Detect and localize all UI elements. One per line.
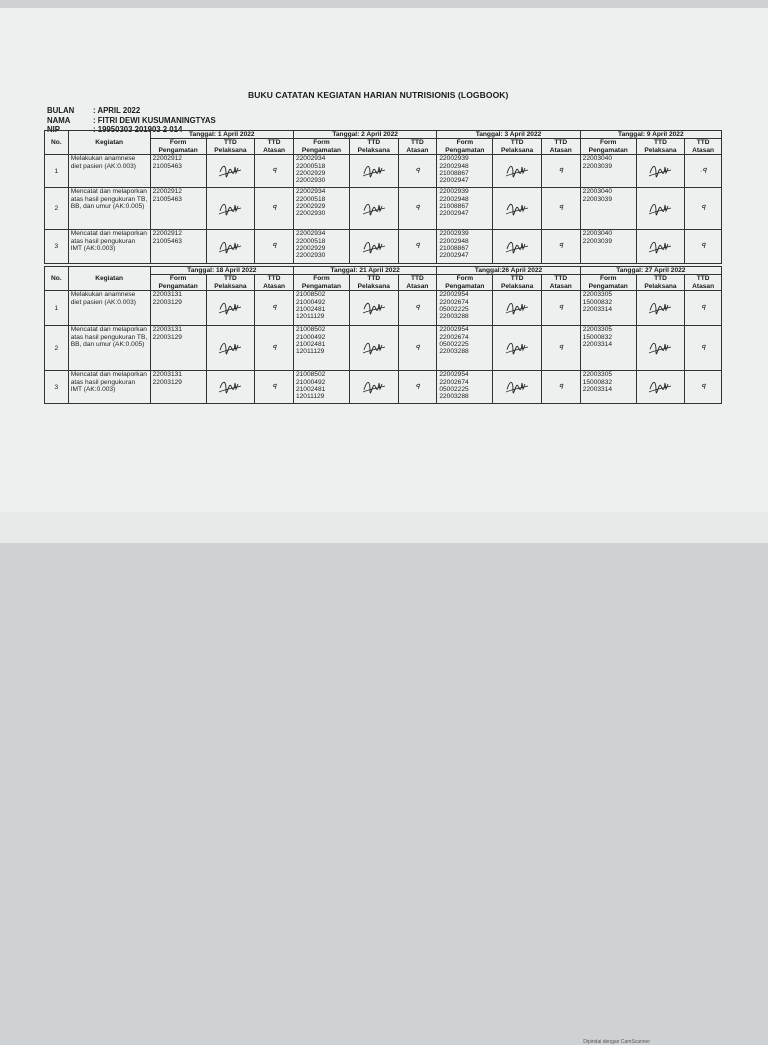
signature-atasan-cell: ꟼ bbox=[398, 188, 437, 230]
form-code: 21005463 bbox=[152, 162, 182, 170]
signature-mark bbox=[647, 377, 673, 395]
form-code: 21008867 bbox=[439, 170, 469, 178]
form-code: 22003314 bbox=[582, 341, 613, 349]
signature-atasan-cell: ꟼ bbox=[541, 155, 580, 188]
col-header-ttd-pelaksana: TTD Pelaksana bbox=[350, 139, 399, 155]
table-row bbox=[45, 155, 722, 188]
form-codes-cell bbox=[437, 326, 493, 371]
signature-pelaksana-cell bbox=[636, 188, 685, 230]
form-code: 22000518 bbox=[295, 237, 326, 245]
col-header-ttd-pelaksana: TTD Pelaksana bbox=[350, 275, 399, 291]
signature-mark bbox=[647, 199, 673, 217]
signature-mark bbox=[504, 298, 530, 316]
table-row bbox=[45, 326, 722, 371]
col-header-ttd-pelaksana: TTD Pelaksana bbox=[636, 139, 685, 155]
signature-pelaksana-cell bbox=[636, 155, 685, 188]
info-row-bulan bbox=[47, 106, 216, 116]
form-codes-cell bbox=[580, 155, 636, 188]
form-codes-cell bbox=[293, 230, 349, 264]
form-code: 21002481 bbox=[295, 386, 326, 394]
signature-mark bbox=[504, 237, 530, 255]
activity-cell: Melakukan anamnese diet pasien (AK:0.003) bbox=[68, 291, 150, 326]
signature-mark bbox=[647, 237, 673, 255]
form-code: 22002939 bbox=[439, 188, 469, 196]
col-header-ttd-atasan: TTD Atasan bbox=[255, 275, 294, 291]
form-code: 21000492 bbox=[295, 333, 326, 341]
signature-mark bbox=[361, 377, 387, 395]
signature-atasan-cell: ꟼ bbox=[685, 188, 722, 230]
form-code: 22002947 bbox=[439, 210, 469, 218]
form-code: 22002954 bbox=[439, 326, 469, 334]
form-code: 21008502 bbox=[295, 326, 326, 334]
col-header-ttd-pelaksana: TTD Pelaksana bbox=[206, 139, 255, 155]
signature-mark bbox=[217, 377, 243, 395]
form-codes-cell bbox=[437, 155, 493, 188]
signature-atasan-cell: ꟼ bbox=[255, 326, 294, 371]
signature-pelaksana-cell bbox=[493, 188, 542, 230]
form-code: 22003288 bbox=[439, 348, 469, 356]
form-code: 22002929 bbox=[295, 203, 326, 211]
col-header-kegiatan: Kegiatan bbox=[68, 267, 150, 291]
signature-mark bbox=[361, 199, 387, 217]
form-code: 05002225 bbox=[439, 306, 469, 314]
form-code: 22003305 bbox=[582, 371, 613, 379]
scanner-watermark: Dipindai dengan CamScanner bbox=[583, 1039, 650, 1045]
signature-atasan-cell: ꟼ bbox=[255, 155, 294, 188]
signature-pelaksana-cell bbox=[493, 326, 542, 371]
form-code: 21005463 bbox=[152, 195, 182, 203]
form-codes-cell bbox=[150, 291, 206, 326]
date-header: Tanggal: 27 April 2022 bbox=[580, 267, 721, 275]
col-header-ttd-atasan: TTD Atasan bbox=[398, 275, 437, 291]
signature-atasan-cell: ꟼ bbox=[685, 291, 722, 326]
form-codes-cell bbox=[437, 230, 493, 264]
signature-mark bbox=[217, 298, 243, 316]
signature-pelaksana-cell bbox=[493, 371, 542, 404]
table-row bbox=[45, 188, 722, 230]
form-codes-cell bbox=[580, 291, 636, 326]
form-code: 22002674 bbox=[439, 333, 469, 341]
form-code: 21002481 bbox=[295, 341, 326, 349]
signature-atasan-cell: ꟼ bbox=[541, 371, 580, 404]
form-code: 21008502 bbox=[295, 371, 326, 379]
form-code: 22002912 bbox=[152, 188, 182, 196]
form-code: 15000832 bbox=[582, 298, 613, 306]
col-header-no: No. bbox=[45, 131, 69, 155]
info-value: : APRIL 2022 bbox=[93, 106, 141, 115]
form-code: 22003131 bbox=[152, 291, 182, 299]
form-codes-cell bbox=[293, 326, 349, 371]
signature-pelaksana-cell bbox=[636, 326, 685, 371]
signature-mark bbox=[647, 338, 673, 356]
form-code: 22002934 bbox=[295, 188, 326, 196]
col-header-form: Form Pengamatan bbox=[580, 275, 636, 291]
signature-atasan-cell: ꟼ bbox=[255, 371, 294, 404]
signature-mark bbox=[361, 161, 387, 179]
form-codes-cell bbox=[437, 291, 493, 326]
form-codes-cell bbox=[437, 188, 493, 230]
form-code: 22003288 bbox=[439, 393, 469, 401]
col-header-ttd-atasan: TTD Atasan bbox=[685, 139, 722, 155]
signature-pelaksana-cell bbox=[206, 188, 255, 230]
signature-mark bbox=[647, 161, 673, 179]
table-row bbox=[45, 291, 722, 326]
signature-mark bbox=[361, 298, 387, 316]
page-title: BUKU CATATAN KEGIATAN HARIAN NUTRISIONIS (LOGBOOK) bbox=[248, 90, 509, 100]
form-code: 22002947 bbox=[439, 252, 469, 260]
signature-pelaksana-cell bbox=[493, 230, 542, 264]
form-code: 12011129 bbox=[295, 348, 325, 356]
form-code: 21008867 bbox=[439, 245, 469, 253]
col-header-form: Form Pengamatan bbox=[150, 139, 206, 155]
form-code: 22003131 bbox=[152, 326, 182, 334]
signature-mark bbox=[647, 298, 673, 316]
info-value: : 19950303 201903 2 014 bbox=[93, 125, 183, 134]
signature-atasan-cell: ꟼ bbox=[541, 326, 580, 371]
signature-mark bbox=[217, 161, 243, 179]
scanned-page bbox=[0, 8, 768, 512]
col-header-ttd-atasan: TTD Atasan bbox=[541, 139, 580, 155]
logbook-table-2 bbox=[44, 266, 722, 404]
signature-atasan-cell: ꟼ bbox=[255, 188, 294, 230]
date-header: Tanggal: 3 April 2022 bbox=[437, 131, 580, 139]
info-label: NAMA bbox=[47, 115, 71, 125]
signature-atasan-cell: ꟼ bbox=[685, 326, 722, 371]
form-code: 22002674 bbox=[439, 378, 469, 386]
form-code: 22002948 bbox=[439, 195, 469, 203]
form-code: 22003039 bbox=[582, 195, 612, 203]
form-code: 22002929 bbox=[295, 245, 326, 253]
signature-pelaksana-cell bbox=[493, 291, 542, 326]
table-row bbox=[45, 371, 722, 404]
form-codes-cell bbox=[150, 188, 206, 230]
activity-cell: Mencatat dan melaporkan atas hasil pengukuran TB, BB, dan umur (AK:0.005) bbox=[68, 326, 150, 371]
date-header: Tanggal: 2 April 2022 bbox=[293, 131, 436, 139]
col-header-ttd-atasan: TTD Atasan bbox=[398, 139, 437, 155]
activity-cell: Mencatat dan melaporkan atas hasil pengukuran IMT (AK:0.003) bbox=[68, 230, 150, 264]
signature-mark bbox=[217, 237, 243, 255]
form-code: 21008867 bbox=[439, 203, 469, 211]
col-header-form: Form Pengamatan bbox=[150, 275, 206, 291]
info-value: : FITRI DEWI KUSUMANINGTYAS bbox=[93, 115, 216, 125]
header-row-dates bbox=[45, 267, 722, 275]
signature-pelaksana-cell bbox=[636, 371, 685, 404]
form-codes-cell bbox=[580, 371, 636, 404]
signature-pelaksana-cell bbox=[350, 291, 399, 326]
signature-pelaksana-cell bbox=[350, 230, 399, 264]
col-header-form: Form Pengamatan bbox=[437, 139, 493, 155]
date-header: Tanggal: 1 April 2022 bbox=[150, 131, 293, 139]
signature-pelaksana-cell bbox=[636, 230, 685, 264]
form-code: 22003129 bbox=[152, 378, 182, 386]
signature-atasan-cell: ꟼ bbox=[541, 230, 580, 264]
signature-atasan-cell: ꟼ bbox=[541, 291, 580, 326]
form-code: 05002225 bbox=[439, 386, 469, 394]
signature-pelaksana-cell bbox=[206, 230, 255, 264]
signature-pelaksana-cell bbox=[206, 326, 255, 371]
form-codes-cell bbox=[437, 371, 493, 404]
signature-atasan-cell: ꟼ bbox=[398, 371, 437, 404]
col-header-form: Form Pengamatan bbox=[293, 139, 349, 155]
form-code: 21002481 bbox=[295, 306, 326, 314]
signature-mark bbox=[504, 338, 530, 356]
signature-mark bbox=[361, 338, 387, 356]
row-number: 2 bbox=[45, 188, 69, 230]
form-code: 21000492 bbox=[295, 378, 326, 386]
form-code: 22003040 bbox=[582, 188, 612, 196]
signature-atasan-cell: ꟼ bbox=[255, 230, 294, 264]
form-codes-cell bbox=[293, 188, 349, 230]
signature-atasan-cell: ꟼ bbox=[398, 230, 437, 264]
form-code: 22003305 bbox=[582, 291, 613, 299]
logbook-table-1 bbox=[44, 130, 722, 264]
form-code: 22003129 bbox=[152, 298, 182, 306]
col-header-ttd-pelaksana: TTD Pelaksana bbox=[493, 275, 542, 291]
form-code: 22002930 bbox=[295, 252, 326, 260]
form-code: 22003039 bbox=[582, 237, 612, 245]
col-header-form: Form Pengamatan bbox=[293, 275, 349, 291]
signature-atasan-cell: ꟼ bbox=[398, 291, 437, 326]
col-header-form: Form Pengamatan bbox=[580, 139, 636, 155]
form-code: 22002954 bbox=[439, 371, 469, 379]
form-code: 15000832 bbox=[582, 333, 613, 341]
signature-atasan-cell: ꟼ bbox=[685, 230, 722, 264]
col-header-ttd-atasan: TTD Atasan bbox=[685, 275, 722, 291]
form-code: 22002934 bbox=[295, 155, 326, 163]
date-header: Tanggal: 9 April 2022 bbox=[580, 131, 721, 139]
signature-pelaksana-cell bbox=[206, 291, 255, 326]
table-row bbox=[45, 230, 722, 264]
form-code: 22002929 bbox=[295, 170, 326, 178]
row-number: 3 bbox=[45, 230, 69, 264]
form-code: 22003040 bbox=[582, 155, 612, 163]
form-codes-cell bbox=[580, 188, 636, 230]
col-header-form: Form Pengamatan bbox=[437, 275, 493, 291]
col-header-ttd-pelaksana: TTD Pelaksana bbox=[493, 139, 542, 155]
form-code: 22002930 bbox=[295, 177, 326, 185]
signature-pelaksana-cell bbox=[206, 155, 255, 188]
form-code: 22003314 bbox=[582, 306, 613, 314]
form-code: 22003040 bbox=[582, 230, 612, 238]
row-number: 1 bbox=[45, 291, 69, 326]
signature-mark bbox=[504, 161, 530, 179]
col-header-ttd-pelaksana: TTD Pelaksana bbox=[206, 275, 255, 291]
form-code: 22000518 bbox=[295, 195, 326, 203]
info-label: NIP bbox=[47, 125, 60, 134]
signature-pelaksana-cell bbox=[206, 371, 255, 404]
form-code: 22002939 bbox=[439, 230, 469, 238]
signature-mark bbox=[217, 199, 243, 217]
signature-pelaksana-cell bbox=[350, 371, 399, 404]
date-header: Tanggal: 21 April 2022 bbox=[293, 267, 436, 275]
col-header-no: No. bbox=[45, 267, 69, 291]
signature-pelaksana-cell bbox=[350, 155, 399, 188]
form-codes-cell bbox=[580, 230, 636, 264]
row-number: 2 bbox=[45, 326, 69, 371]
signature-atasan-cell: ꟼ bbox=[541, 188, 580, 230]
form-code: 22002912 bbox=[152, 155, 182, 163]
col-header-ttd-pelaksana: TTD Pelaksana bbox=[636, 275, 685, 291]
signature-atasan-cell: ꟼ bbox=[398, 155, 437, 188]
activity-cell: Melakukan anamnese diet pasien (AK:0.003) bbox=[68, 155, 150, 188]
form-code: 22003314 bbox=[582, 386, 613, 394]
header-row-dates bbox=[45, 131, 722, 139]
form-codes-cell bbox=[293, 155, 349, 188]
form-code: 22002674 bbox=[439, 298, 469, 306]
info-row-nama bbox=[47, 116, 216, 126]
form-codes-cell bbox=[150, 155, 206, 188]
form-code: 22003288 bbox=[439, 313, 469, 321]
activity-cell: Mencatat dan melaporkan atas hasil pengukuran TB, BB, dan umur (AK:0.005) bbox=[68, 188, 150, 230]
signature-atasan-cell: ꟼ bbox=[255, 291, 294, 326]
form-code: 22003039 bbox=[582, 162, 612, 170]
info-label: BULAN bbox=[47, 106, 75, 115]
form-code: 22002947 bbox=[439, 177, 469, 185]
form-code: 22002939 bbox=[439, 155, 469, 163]
date-header: Tanggal:26 April 2022 bbox=[437, 267, 580, 275]
form-code: 21005463 bbox=[152, 237, 182, 245]
form-code: 22003305 bbox=[582, 326, 613, 334]
form-code: 22002912 bbox=[152, 230, 182, 238]
signature-atasan-cell: ꟼ bbox=[398, 326, 437, 371]
activity-cell: Mencatat dan melaporkan atas hasil pengukuran IMT (AK:0.003) bbox=[68, 371, 150, 404]
form-code: 12011129 bbox=[295, 393, 325, 401]
form-code: 22002948 bbox=[439, 162, 469, 170]
signature-atasan-cell: ·ꟼ bbox=[685, 155, 722, 188]
col-header-kegiatan: Kegiatan bbox=[68, 131, 150, 155]
form-code: 22002930 bbox=[295, 210, 326, 218]
form-code: 05002225 bbox=[439, 341, 469, 349]
signature-mark bbox=[361, 237, 387, 255]
row-number: 1 bbox=[45, 155, 69, 188]
form-code: 22002948 bbox=[439, 237, 469, 245]
signature-pelaksana-cell bbox=[493, 155, 542, 188]
signature-mark bbox=[217, 338, 243, 356]
form-code: 12011129 bbox=[295, 313, 325, 321]
signature-atasan-cell: ꟼ bbox=[685, 371, 722, 404]
form-codes-cell bbox=[150, 371, 206, 404]
date-header: Tanggal: 18 April 2022 bbox=[150, 267, 293, 275]
form-code: 22002954 bbox=[439, 291, 469, 299]
form-codes-cell bbox=[150, 230, 206, 264]
signature-mark bbox=[504, 199, 530, 217]
form-codes-cell bbox=[150, 326, 206, 371]
form-code: 22003129 bbox=[152, 333, 182, 341]
form-codes-cell bbox=[580, 326, 636, 371]
signature-pelaksana-cell bbox=[350, 326, 399, 371]
form-code: 15000832 bbox=[582, 378, 613, 386]
form-codes-cell bbox=[293, 371, 349, 404]
col-header-ttd-atasan: TTD Atasan bbox=[255, 139, 294, 155]
signature-mark bbox=[504, 377, 530, 395]
row-number: 3 bbox=[45, 371, 69, 404]
form-code: 22002934 bbox=[295, 230, 326, 238]
signature-pelaksana-cell bbox=[636, 291, 685, 326]
form-code: 21000492 bbox=[295, 298, 326, 306]
signature-pelaksana-cell bbox=[350, 188, 399, 230]
form-code: 22003131 bbox=[152, 371, 182, 379]
form-code: 22000518 bbox=[295, 162, 326, 170]
scanner-footer bbox=[0, 512, 768, 1045]
form-codes-cell bbox=[293, 291, 349, 326]
col-header-ttd-atasan: TTD Atasan bbox=[541, 275, 580, 291]
form-code: 21008502 bbox=[295, 291, 326, 299]
